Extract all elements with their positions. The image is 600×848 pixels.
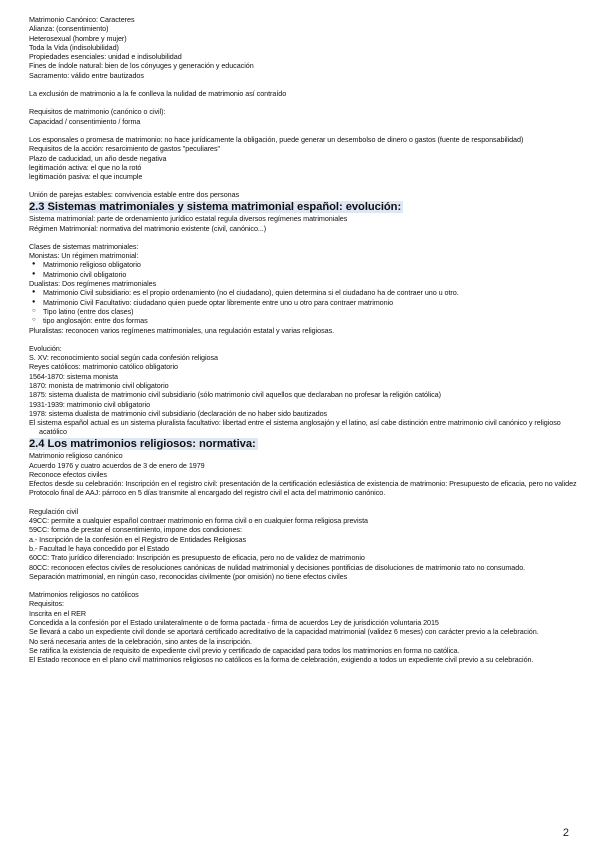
text-line: Acuerdo 1976 y cuatro acuerdos de 3 de enero de 1979 — [29, 460, 205, 470]
text-paragraph: Se llevará a cabo un expediente civil donde se aportará certificado acreditativo de la capacidad matrimonial (validez 6 meses) con carácter previo a la celebración. — [29, 627, 539, 637]
text-line: Requisitos: — [29, 599, 65, 609]
text-line: Matrimonio religioso canónico — [29, 451, 123, 461]
text-line: Regulación civil — [29, 506, 79, 516]
page-content — [29, 15, 577, 665]
text-line: No será necesaria antes de la celebración, sino antes de la inscripción. — [29, 636, 252, 646]
text-line: Se ratifica la existencia de requisito de expediente civil previo y certificado de capacidad para todos los matrimonios en forma no católica. — [29, 645, 460, 655]
section-heading: 2.4 Los matrimonios religiosos: normativa: — [29, 437, 256, 450]
list-item: ● Matrimonio civil obligatorio — [29, 270, 577, 279]
text-line: S. XV: reconocimiento social según cada confesión religiosa — [29, 353, 218, 363]
text-line: Plazo de caducidad, un año desde negativa — [29, 153, 167, 163]
list-item: ○ tipo anglosajón: entre dos formas — [29, 316, 577, 325]
text-line: 1875: sistema dualista de matrimonio civil subsidiario (sólo matrimonio civil aquellos que declaraban no profesar la religión católica) — [29, 390, 441, 400]
text-line: Capacidad / consentimiento / forma — [29, 116, 141, 126]
text-line: Reyes católicos: matrimonio católico obligatorio — [29, 362, 179, 372]
text-line: 1870: monista de matrimonio civil obligatorio — [29, 381, 169, 390]
text-line: Monistas: Un régimen matrimonial: — [29, 251, 139, 261]
text-line: Propiedades esenciales: unidad e indisolubilidad — [29, 52, 182, 62]
text-line: Protocolo final de AAJ: párroco en 5 días transmite al encargado del registro civil el acta del matrimonio canónico. — [29, 488, 386, 498]
text-line: Alianza: (consentimiento) — [29, 24, 109, 34]
text-line: Sacramento: válido entre bautizados — [29, 70, 144, 80]
list-item: ● Matrimonio Civil subsidiario: es el propio ordenamiento (no el ciudadano), quien determina si el ciudadano ha de contraer uno u otro. — [29, 288, 577, 297]
section-heading: 2.3 Sistemas matrimoniales y sistema matrimonial español: evolución: — [29, 200, 402, 213]
list-item: ○ Tipo latino (entre dos clases) — [29, 307, 577, 316]
text-line: Separación matrimonial, en ningún caso, reconocidas civilmente (por omisión) no tiene efectos civiles — [29, 571, 348, 581]
text-line: Sistema matrimonial: parte de ordenamiento jurídico estatal regula diversos regímenes matrimoniales — [29, 214, 348, 224]
text-line: Heterosexual (hombre y mujer) — [29, 33, 127, 43]
text-line: 1931-1939: matrimonio civil obligatorio — [29, 399, 151, 409]
text-line: Dualistas: Dos regímenes matrimoniales — [29, 279, 157, 289]
text-line: 60CC: Trato jurídico diferenciado: Inscripción es presupuesto de eficacia, pero no de validez de matrimonio — [29, 553, 365, 563]
text-line: Reconoce efectos civiles — [29, 469, 107, 479]
text-line: Evolución: — [29, 343, 62, 353]
text-line: 1564-1870: sistema monista — [29, 371, 118, 381]
text-line: b.- Facultad le haya concedido por el Estado — [29, 543, 170, 553]
text-line: Pluralistas: reconocen varios regímenes matrimoniales, una regulación estatal y varias religiosas. — [29, 325, 335, 335]
list-item: ● Matrimonio religioso obligatorio — [29, 260, 577, 269]
text-line: Unión de parejas estables: convivencia estable entre dos personas — [29, 190, 240, 200]
text-line: Matrimonio Canónico: Caracteres — [29, 15, 135, 24]
text-paragraph: Los esponsales o promesa de matrimonio: no hace jurídicamente la obligación, puede generar un desembolso de dinero o gastos (fuente de responsabilidad) — [29, 134, 524, 144]
text-line: legitimación activa: el que no la rotó — [29, 162, 142, 172]
list-item: ● Matrimonio Civil Facultativo: ciudadano quien puede optar libremente entre uno u otro para contraer matrimonio — [29, 298, 577, 307]
text-line: 49CC: permite a cualquier español contraer matrimonio en forma civil o en cualquier forma religiosa prevista — [29, 516, 368, 526]
text-line: Inscrita en el RER — [29, 608, 87, 618]
text-line: a.- Inscripción de la confesión en el Registro de Entidades Religiosas — [29, 534, 247, 544]
text-line: 59CC: forma de prestar el consentimiento, impone dos condiciones: — [29, 525, 242, 535]
text-line: legitimación pasiva: el que incumple — [29, 172, 143, 182]
text-line: Matrimonios religiosos no católicos — [29, 590, 139, 600]
text-paragraph: 80CC: reconocen efectos civiles de resoluciones canónicas de nulidad matrimonial y decisiones pontificias de disoluciones de matrimonio rato no consumado. — [29, 562, 526, 572]
text-paragraph: Efectos desde su celebración: Inscripción en el registro civil: presentación de la certificación eclesiástica de existencia de matrimonio: Presupuesto de eficacia, pero no validez — [29, 479, 577, 489]
text-paragraph: El Estado reconoce en el plano civil matrimonios religiosos no católicos es la forma de celebración, exigiendo a todos un expediente civil previo a su celebración. — [29, 655, 534, 665]
text-paragraph: El sistema español actual es un sistema pluralista facultativo: libertad entre el sistema anglosajón y el latino, así cabe distinción entre matrimonio civil canónico y religioso acatólico — [29, 418, 561, 437]
text-line: Requisitos de matrimonio (canónico o civil): — [29, 107, 166, 117]
text-line: Concedida a la confesión por el Estado unilateralmente o de forma pactada - firma de acuerdos Ley de jurisdicción voluntaria 2015 — [29, 618, 439, 628]
text-line: Fines de índole natural: bien de los cónyuges y generación y educación — [29, 61, 254, 71]
text-line: Toda la Vida (indisolubilidad) — [29, 42, 119, 52]
text-line: 1978: sistema dualista de matrimonio civil subsidiario (declaración de no haber sido bautizados — [29, 408, 328, 418]
page-number: 2 — [562, 827, 569, 839]
text-line: La exclusión de matrimonio a la fe conlleva la nulidad de matrimonio así contraído — [29, 89, 287, 99]
text-line: Régimen Matrimonial: normativa del matrimonio existente (civil, canónico...) — [29, 223, 267, 233]
text-line: Clases de sistemas matrimoniales: — [29, 241, 139, 251]
text-line: Requisitos de la acción: resarcimiento de gastos "peculiares" — [29, 144, 221, 154]
